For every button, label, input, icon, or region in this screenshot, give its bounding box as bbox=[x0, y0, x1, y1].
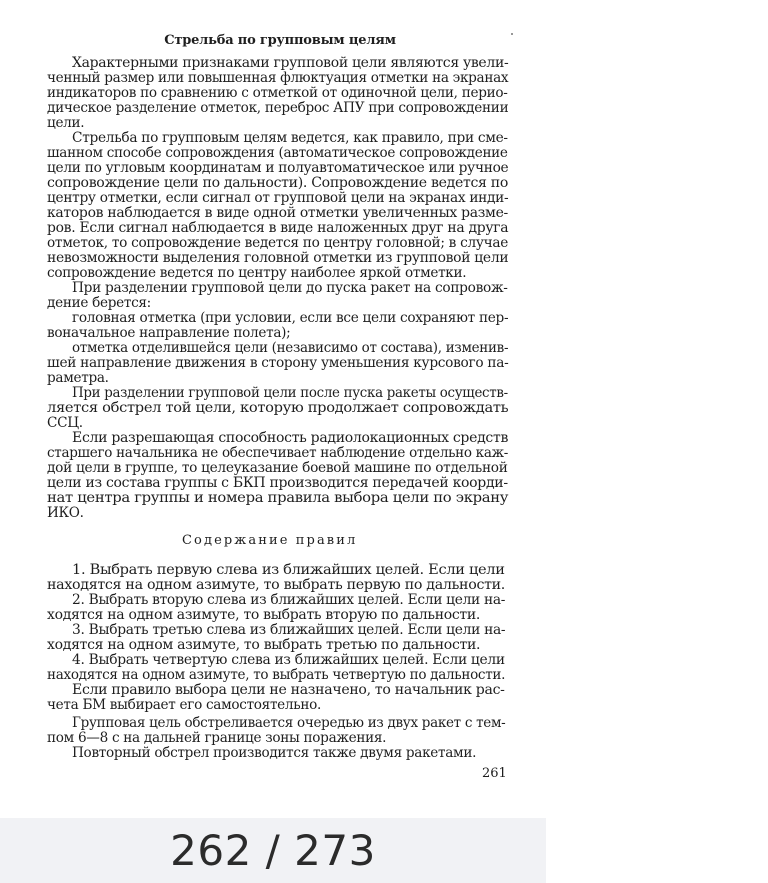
body-text-line: воначальное направление полета); bbox=[47, 325, 291, 341]
body-text-line: Если разрешающая способность радиолокационных средств bbox=[72, 430, 509, 446]
body-text-line: нат центра группы и номера правила выбора цели по экрану bbox=[47, 490, 509, 506]
body-text-line: старшего начальника не обеспечивает наблюдение отдельно каж- bbox=[47, 445, 508, 461]
rules-text-line: ходятся на одном азимуте, то выбрать третью по дальности. bbox=[47, 637, 481, 653]
body-text-line: сопровождение цели по дальности). Сопровождение ведется по bbox=[47, 175, 509, 191]
rules-text-line: чета БМ выбирает его самостоятельно. bbox=[47, 697, 322, 713]
body-text-line: индикаторов по сравнению с отметкой от одиночной цели, перио- bbox=[47, 85, 508, 101]
rules-text-line: пом 6—8 с на дальней границе зоны поражения. bbox=[47, 730, 387, 746]
body-text-line: отметка отделившейся цели (независимо от состава), изменив- bbox=[72, 340, 509, 356]
body-text-line: сопровождение ведется по центру наиболее яркой отметки. bbox=[47, 265, 467, 281]
body-text-line: ИКО. bbox=[47, 505, 84, 521]
rules-text-line: ходятся на одном азимуте, то выбрать вторую по дальности. bbox=[47, 607, 481, 623]
body-text-line: ляется обстрел той цели, которую продолжает сопровождать bbox=[47, 400, 509, 416]
body-text-line: ченный размер или повышенная флюктуация отметки на экранах bbox=[47, 70, 509, 86]
page-number: 261 bbox=[482, 766, 507, 781]
rules-text-line: Групповая цель обстреливается очередью из двух ракет с тем- bbox=[72, 715, 506, 731]
body-text-line: центру отметки, если сигнал от групповой цели на экранах инди- bbox=[47, 190, 509, 206]
rules-text-line: Если правило выбора цели не назначено, то начальник рас- bbox=[72, 682, 505, 698]
rules-text-line: находятся на одном азимуте, то выбрать первую по дальности. bbox=[47, 577, 506, 593]
body-text-line: цели. bbox=[47, 115, 85, 131]
rules-text-line: 2. Выбрать вторую слева из ближайших целей. Если цели на- bbox=[72, 592, 506, 608]
body-text-line: шей направление движения в сторону уменьшения курсового па- bbox=[47, 355, 509, 371]
body-text-line: При разделении групповой цели до пуска ракет на сопровож- bbox=[72, 280, 508, 296]
body-text-line: дение берется: bbox=[47, 295, 151, 311]
rules-text-line: находятся на одном азимуте, то выбрать четвертую по дальности. bbox=[47, 667, 506, 683]
rules-text-line: 1. Выбрать первую слева из ближайших целей. Если цели bbox=[72, 562, 505, 578]
body-text-line: цели по угловым координатам и полуавтоматическое или ручное bbox=[47, 160, 509, 176]
body-text-line: цели из состава группы с БКП производится передачей коорди- bbox=[47, 475, 508, 491]
body-text-line: При разделении групповой цели после пуска ракеты осуществ- bbox=[72, 385, 508, 401]
body-text-line: Стрельба по групповым целям ведется, как правило, при сме- bbox=[72, 130, 508, 146]
rules-text-line: 4. Выбрать четвертую слева из ближайших целей. Если цели bbox=[72, 652, 505, 668]
body-text-line: головная отметка (при условии, если все цели сохраняют пер- bbox=[72, 310, 509, 326]
scan-speck bbox=[511, 33, 513, 35]
body-text-line: дическое разделение отметок, переброс АПУ при сопровождении bbox=[47, 100, 509, 116]
rules-text-line: 3. Выбрать третью слева из ближайших целей. Если цели на- bbox=[72, 622, 506, 638]
body-text-line: каторов наблюдается в виде одной отметки увеличенных разме- bbox=[47, 205, 508, 221]
rules-text-line: Повторный обстрел производится также двумя ракетами. bbox=[72, 745, 477, 761]
body-text-line: дой цели в группе, то целеуказание боевой машине по отдельной bbox=[47, 460, 508, 476]
body-text-line: раметра. bbox=[47, 370, 109, 386]
body-text-line: шанном способе сопровождения (автоматическое сопровождение bbox=[47, 145, 508, 161]
body-text-line: ССЦ. bbox=[47, 415, 83, 431]
body-text-line: отметок, то сопровождение ведется по центру головной; в случае bbox=[47, 235, 509, 251]
section-title: Стрельба по групповым целям bbox=[164, 33, 396, 48]
body-text-line: Характерными признаками групповой цели являются увели- bbox=[72, 55, 509, 71]
rules-heading: Содержание правил bbox=[182, 533, 358, 548]
body-text-line: ров. Если сигнал наблюдается в виде наложенных друг на друга bbox=[47, 220, 509, 236]
body-text-line: невозможности выделения головной отметки из групповой цели bbox=[47, 250, 509, 266]
page-counter: 262 / 273 bbox=[170, 826, 376, 875]
